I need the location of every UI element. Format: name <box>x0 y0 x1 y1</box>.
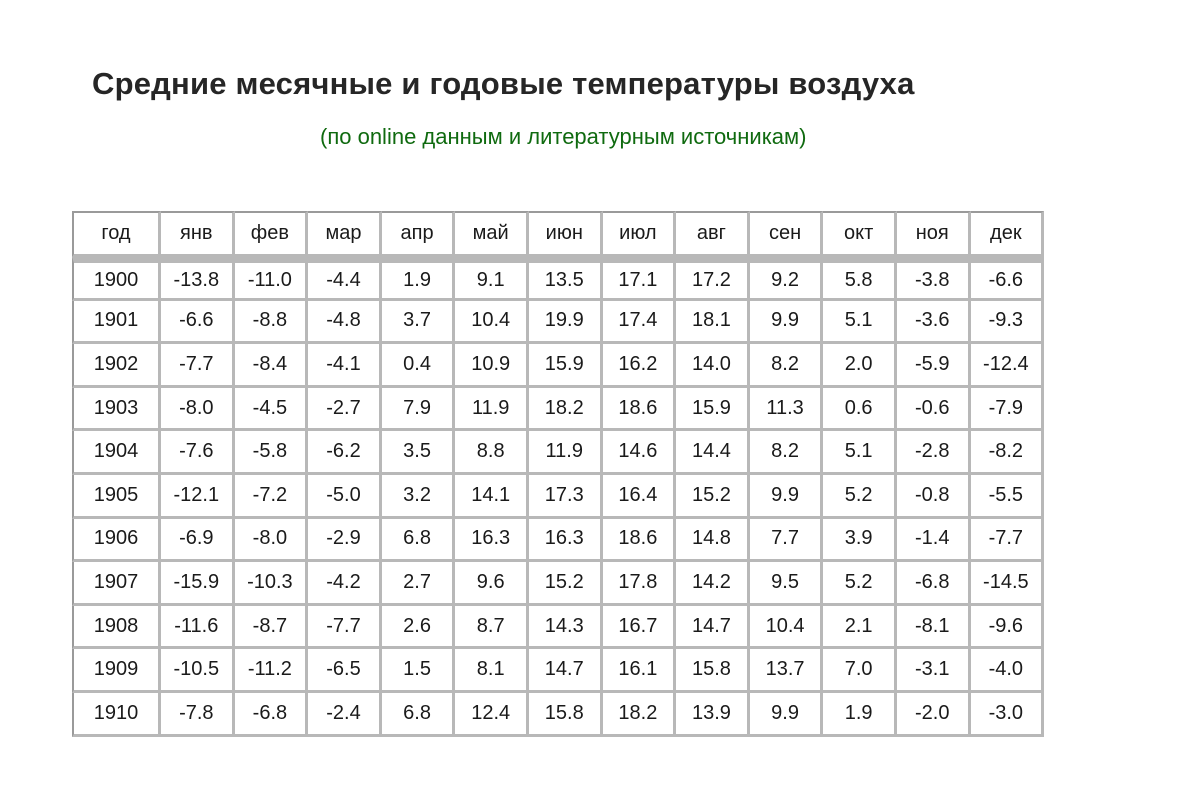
temperature-cell: -4.4 <box>308 257 382 301</box>
temperature-cell: 16.3 <box>529 519 603 563</box>
temperature-cell: 14.7 <box>676 606 750 650</box>
temperature-cell: 8.1 <box>455 649 529 693</box>
page-title: Средние месячные и годовые температуры воздуха <box>92 66 915 101</box>
temperature-cell: 14.4 <box>676 431 750 475</box>
temperature-cell: -4.1 <box>308 344 382 388</box>
temperature-cell: 15.9 <box>676 388 750 432</box>
temperature-cell: -6.8 <box>897 562 971 606</box>
temperature-cell: -4.8 <box>308 301 382 345</box>
year-cell: 1909 <box>72 649 161 693</box>
temperature-cell: -10.3 <box>235 562 309 606</box>
temperature-cell: 0.4 <box>382 344 456 388</box>
temperature-cell: 6.8 <box>382 693 456 737</box>
temperature-cell: 9.5 <box>750 562 824 606</box>
column-header-month: дек <box>971 211 1045 257</box>
table-header-row <box>72 211 1044 257</box>
year-cell: 1910 <box>72 693 161 737</box>
temperature-cell: -7.7 <box>161 344 235 388</box>
temperature-cell: 8.2 <box>750 344 824 388</box>
temperature-cell: 9.6 <box>455 562 529 606</box>
temperature-cell: 14.3 <box>529 606 603 650</box>
year-cell: 1901 <box>72 301 161 345</box>
temperature-cell: 9.9 <box>750 693 824 737</box>
year-cell: 1908 <box>72 606 161 650</box>
temperature-cell: 3.7 <box>382 301 456 345</box>
temperature-cell: -4.0 <box>971 649 1045 693</box>
temperature-cell: 14.2 <box>676 562 750 606</box>
temperature-cell: -3.6 <box>897 301 971 345</box>
temperature-cell: 18.6 <box>603 388 677 432</box>
temperature-cell: 15.8 <box>529 693 603 737</box>
temperature-cell: 2.0 <box>823 344 897 388</box>
temperature-cell: -2.9 <box>308 519 382 563</box>
temperature-cell: 8.2 <box>750 431 824 475</box>
temperature-cell: -11.2 <box>235 649 309 693</box>
temperature-cell: -5.9 <box>897 344 971 388</box>
temperature-cell: 16.3 <box>455 519 529 563</box>
temperature-cell: -11.0 <box>235 257 309 301</box>
column-header-year: год <box>72 211 161 257</box>
temperature-cell: -2.0 <box>897 693 971 737</box>
temperature-cell: -3.0 <box>971 693 1045 737</box>
temperature-cell: 18.1 <box>676 301 750 345</box>
temperature-cell: 14.7 <box>529 649 603 693</box>
temperature-cell: -8.2 <box>971 431 1045 475</box>
table-row <box>72 649 1044 693</box>
temperature-cell: 0.6 <box>823 388 897 432</box>
temperature-cell: -14.5 <box>971 562 1045 606</box>
temperature-cell: 15.8 <box>676 649 750 693</box>
temperature-cell: 8.7 <box>455 606 529 650</box>
temperature-cell: -6.6 <box>971 257 1045 301</box>
table-row <box>72 301 1044 345</box>
temperature-cell: 17.1 <box>603 257 677 301</box>
temperature-cell: 5.2 <box>823 475 897 519</box>
table-row <box>72 257 1044 301</box>
temperature-cell: 10.4 <box>750 606 824 650</box>
column-header-month: янв <box>161 211 235 257</box>
temperature-cell: 1.9 <box>823 693 897 737</box>
temperature-cell: -12.4 <box>971 344 1045 388</box>
temperature-cell: -10.5 <box>161 649 235 693</box>
column-header-month: мар <box>308 211 382 257</box>
temperature-cell: 5.8 <box>823 257 897 301</box>
year-cell: 1902 <box>72 344 161 388</box>
year-cell: 1904 <box>72 431 161 475</box>
temperature-cell: -5.0 <box>308 475 382 519</box>
temperature-cell: 14.6 <box>603 431 677 475</box>
temperature-cell: 7.9 <box>382 388 456 432</box>
temperature-cell: 16.2 <box>603 344 677 388</box>
temperature-cell: -3.8 <box>897 257 971 301</box>
temperature-cell: 9.9 <box>750 301 824 345</box>
temperature-cell: -2.8 <box>897 431 971 475</box>
year-cell: 1903 <box>72 388 161 432</box>
temperature-table <box>72 211 1044 737</box>
table-row <box>72 693 1044 737</box>
temperature-cell: 19.9 <box>529 301 603 345</box>
temperature-cell: -5.8 <box>235 431 309 475</box>
temperature-cell: 1.5 <box>382 649 456 693</box>
temperature-cell: 13.9 <box>676 693 750 737</box>
temperature-cell: 16.4 <box>603 475 677 519</box>
temperature-cell: 2.6 <box>382 606 456 650</box>
temperature-cell: -11.6 <box>161 606 235 650</box>
temperature-cell: -15.9 <box>161 562 235 606</box>
table-row <box>72 606 1044 650</box>
temperature-cell: -6.8 <box>235 693 309 737</box>
table-row <box>72 475 1044 519</box>
temperature-cell: 10.9 <box>455 344 529 388</box>
temperature-cell: 17.8 <box>603 562 677 606</box>
temperature-cell: 12.4 <box>455 693 529 737</box>
temperature-cell: 11.9 <box>455 388 529 432</box>
temperature-cell: -9.3 <box>971 301 1045 345</box>
temperature-cell: -8.4 <box>235 344 309 388</box>
temperature-cell: 9.2 <box>750 257 824 301</box>
temperature-cell: -6.2 <box>308 431 382 475</box>
table-row <box>72 562 1044 606</box>
temperature-cell: 7.0 <box>823 649 897 693</box>
column-header-month: апр <box>382 211 456 257</box>
temperature-cell: -2.4 <box>308 693 382 737</box>
temperature-cell: 2.7 <box>382 562 456 606</box>
temperature-cell: 11.3 <box>750 388 824 432</box>
temperature-cell: 11.9 <box>529 431 603 475</box>
temperature-cell: -6.6 <box>161 301 235 345</box>
temperature-cell: 8.8 <box>455 431 529 475</box>
temperature-cell: 5.1 <box>823 431 897 475</box>
temperature-cell: 7.7 <box>750 519 824 563</box>
temperature-cell: -6.5 <box>308 649 382 693</box>
temperature-cell: -2.7 <box>308 388 382 432</box>
temperature-cell: -0.6 <box>897 388 971 432</box>
temperature-cell: -7.8 <box>161 693 235 737</box>
temperature-cell: 10.4 <box>455 301 529 345</box>
temperature-cell: 16.1 <box>603 649 677 693</box>
table-row <box>72 388 1044 432</box>
year-cell: 1906 <box>72 519 161 563</box>
temperature-cell: -3.1 <box>897 649 971 693</box>
temperature-cell: 14.8 <box>676 519 750 563</box>
temperature-cell: -8.7 <box>235 606 309 650</box>
temperature-cell: -0.8 <box>897 475 971 519</box>
temperature-cell: -7.7 <box>308 606 382 650</box>
column-header-month: сен <box>750 211 824 257</box>
temperature-cell: 18.6 <box>603 519 677 563</box>
table-row <box>72 519 1044 563</box>
temperature-cell: 15.2 <box>529 562 603 606</box>
temperature-cell: -5.5 <box>971 475 1045 519</box>
temperature-cell: 14.1 <box>455 475 529 519</box>
temperature-cell: 9.9 <box>750 475 824 519</box>
column-header-month: июл <box>603 211 677 257</box>
temperature-cell: 16.7 <box>603 606 677 650</box>
temperature-table-container <box>72 211 1044 737</box>
temperature-cell: 18.2 <box>529 388 603 432</box>
temperature-cell: 18.2 <box>603 693 677 737</box>
table-body <box>72 257 1044 737</box>
temperature-cell: -8.0 <box>235 519 309 563</box>
column-header-month: фев <box>235 211 309 257</box>
temperature-cell: -4.2 <box>308 562 382 606</box>
column-header-month: июн <box>529 211 603 257</box>
year-cell: 1900 <box>72 257 161 301</box>
temperature-cell: 9.1 <box>455 257 529 301</box>
temperature-cell: -7.9 <box>971 388 1045 432</box>
temperature-cell: 1.9 <box>382 257 456 301</box>
table-row <box>72 431 1044 475</box>
temperature-cell: 15.9 <box>529 344 603 388</box>
temperature-cell: -8.8 <box>235 301 309 345</box>
temperature-cell: -4.5 <box>235 388 309 432</box>
column-header-month: авг <box>676 211 750 257</box>
temperature-cell: 13.7 <box>750 649 824 693</box>
temperature-cell: 15.2 <box>676 475 750 519</box>
temperature-cell: -12.1 <box>161 475 235 519</box>
temperature-cell: -9.6 <box>971 606 1045 650</box>
temperature-cell: -6.9 <box>161 519 235 563</box>
column-header-month: окт <box>823 211 897 257</box>
temperature-cell: 5.1 <box>823 301 897 345</box>
page-subtitle: (по online данным и литературным источникам) <box>320 124 807 149</box>
temperature-cell: -1.4 <box>897 519 971 563</box>
temperature-cell: 5.2 <box>823 562 897 606</box>
temperature-cell: 2.1 <box>823 606 897 650</box>
temperature-cell: 6.8 <box>382 519 456 563</box>
temperature-cell: 14.0 <box>676 344 750 388</box>
temperature-cell: -7.7 <box>971 519 1045 563</box>
temperature-cell: -7.6 <box>161 431 235 475</box>
column-header-month: май <box>455 211 529 257</box>
year-cell: 1905 <box>72 475 161 519</box>
temperature-cell: -7.2 <box>235 475 309 519</box>
temperature-cell: 17.2 <box>676 257 750 301</box>
table-row <box>72 344 1044 388</box>
temperature-cell: 13.5 <box>529 257 603 301</box>
temperature-cell: 3.9 <box>823 519 897 563</box>
temperature-cell: -8.1 <box>897 606 971 650</box>
column-header-month: ноя <box>897 211 971 257</box>
temperature-cell: 17.4 <box>603 301 677 345</box>
temperature-cell: 3.5 <box>382 431 456 475</box>
temperature-cell: 17.3 <box>529 475 603 519</box>
temperature-cell: 3.2 <box>382 475 456 519</box>
year-cell: 1907 <box>72 562 161 606</box>
temperature-cell: -8.0 <box>161 388 235 432</box>
temperature-cell: -13.8 <box>161 257 235 301</box>
